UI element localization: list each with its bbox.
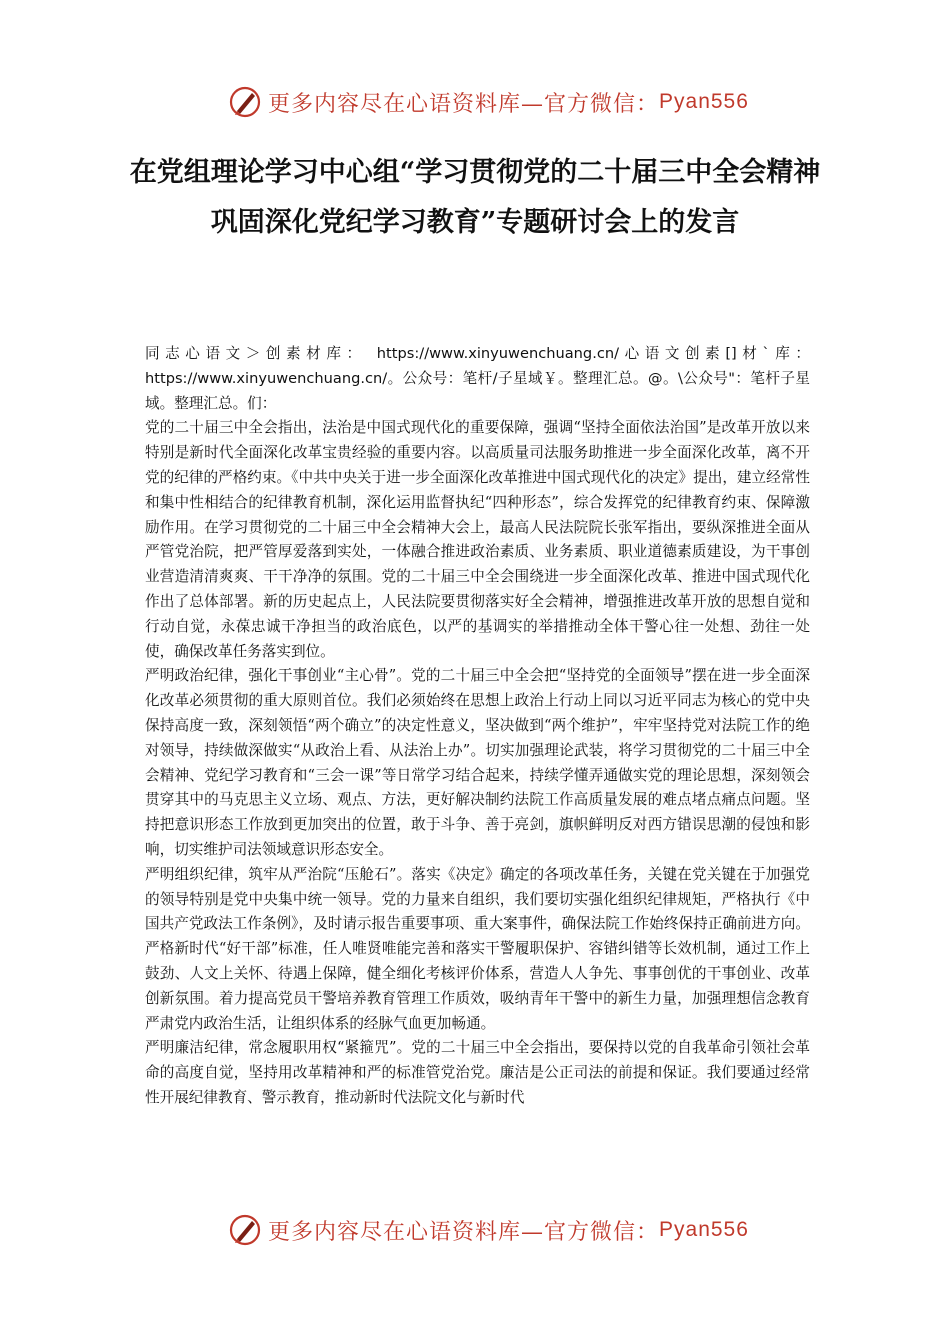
paragraph-organizational-discipline: 严明组织纪律，筑牢从严治院“压舱石”。落实《决定》确定的各项改革任务，关键在党关键在于加强党的领导特别是党中央集中统一领导。党的力量来自组织，我们要切实强化组织纪律规矩，严格执行《中国共产党政法工作条例》，及时请示报告重要事项、重大案事件，确保法院工作始终保持正确前进方向。严格新时代“好干部”标准，任人唯贤唯能完善和落实干警履职保护、容错纠错等长效机制，通过工作上鼓劲、人文上关怀、待遇上保障，健全细化考核评价体系，营造人人争先、事事创优的干事创业、改革创新氛围。着力提高党员干警培养教育管理工作质效，吸纳青年干警中的新生力量，加强理想信念教育严肃党内政治生活，让组织体系的经脉气血更加畅通。 bbox=[145, 865, 810, 1032]
banner-text: 更多内容尽在心语资料库—官方微信： bbox=[268, 91, 660, 117]
wechat-id: Pyan556 bbox=[659, 1218, 749, 1241]
paragraph-intro: 党的二十届三中全会指出，法治是中国式现代化的重要保障，强调“坚持全面依法治国”是改革开放以来特别是新时代全面深化改革宝贵经验的重要内容。以高质量司法服务助推进一步全面深化改革，离不开党的纪律的严格约束。《中共中央关于进一步全面深化改革推进中国式现代化的决定》提出，建立经常性和集中性相结合的纪律教育机制，深化运用监督执纪“四种形态”，综合发挥党的纪律教育约束、保障激励作用。在学习贯彻党的二十届三中全会精神大会上，最高人民法院院长张军指出，要纵深推进全面从严管党治院，把严管厚爱落到实处，一体融合推进政治素质、业务素质、职业道德素质建设，为干事创业营造清清爽爽、干干净净的氛围。党的二十届三中全会围绕进一步全面深化改革、推进中国式现代化作出了总体部署。新的历史起点上，人民法院要贯彻落实好全会精神，增强推进改革开放的思想自觉和行动自觉，永葆忠诚干净担当的政治底色，以严的基调实的举措推动全体干警心往一处想、劲往一处使，确保改革任务落实到位。 bbox=[145, 419, 810, 660]
document-title: 在党组理论学习中心组“学习贯彻党的二十届三中全会精神 巩固深化党纪学习教育”专题研讨会上的发言 bbox=[129, 157, 821, 238]
pen-logo-icon bbox=[228, 85, 262, 119]
header-watermark-banner bbox=[228, 82, 749, 122]
banner-text: 更多内容尽在心语资料库—官方微信： bbox=[268, 1219, 660, 1245]
document-body bbox=[145, 342, 810, 1111]
pen-logo-icon bbox=[228, 1213, 262, 1247]
source-note: 同志心语文＞创素材库： https://www.xinyuwenchuang.cn/心语文创素[]材`库：https://www.xinyuwenchuang.cn/。公众号：笔杆/子星域￥。整理汇总。@。\公众号"：笔杆子星域。整理汇总。们： bbox=[145, 345, 810, 412]
wechat-id: Pyan556 bbox=[659, 90, 749, 113]
paragraph-integrity-discipline: 严明廉洁纪律，常念履职用权“紧箍咒”。党的二十届三中全会指出，要保持以党的自我革命引领社会革命的高度自觉，坚持用改革精神和严的标准管党治党。廉洁是公正司法的前提和保证。我们要通过经常性开展纪律教育、警示教育，推动新时代法院文化与新时代 bbox=[145, 1039, 810, 1106]
paragraph-political-discipline: 严明政治纪律，强化干事创业“主心骨”。党的二十届三中全会把“坚持党的全面领导”摆在进一步全面深化改革必须贯彻的重大原则首位。我们必须始终在思想上政治上行动上同以习近平同志为核心的党中央保持高度一致，深刻领悟“两个确立”的决定性意义，坚决做到“两个维护”，牢牢坚持党对法院工作的绝对领导，持续做深做实“从政治上看、从法治上办”。切实加强理论武装，将学习贯彻党的二十届三中全会精神、党纪学习教育和“三会一课”等日常学习结合起来，持续学懂弄通做实党的理论思想，深刻领会贯穿其中的马克思主义立场、观点、方法，更好解决制约法院工作高质量发展的难点堵点痛点问题。坚持把意识形态工作放到更加突出的位置，敢于斗争、善于亮剑，旗帜鲜明反对西方错误思潮的侵蚀和影响，切实维护司法领域意识形态安全。 bbox=[145, 667, 810, 858]
footer-watermark-banner bbox=[228, 1210, 749, 1250]
